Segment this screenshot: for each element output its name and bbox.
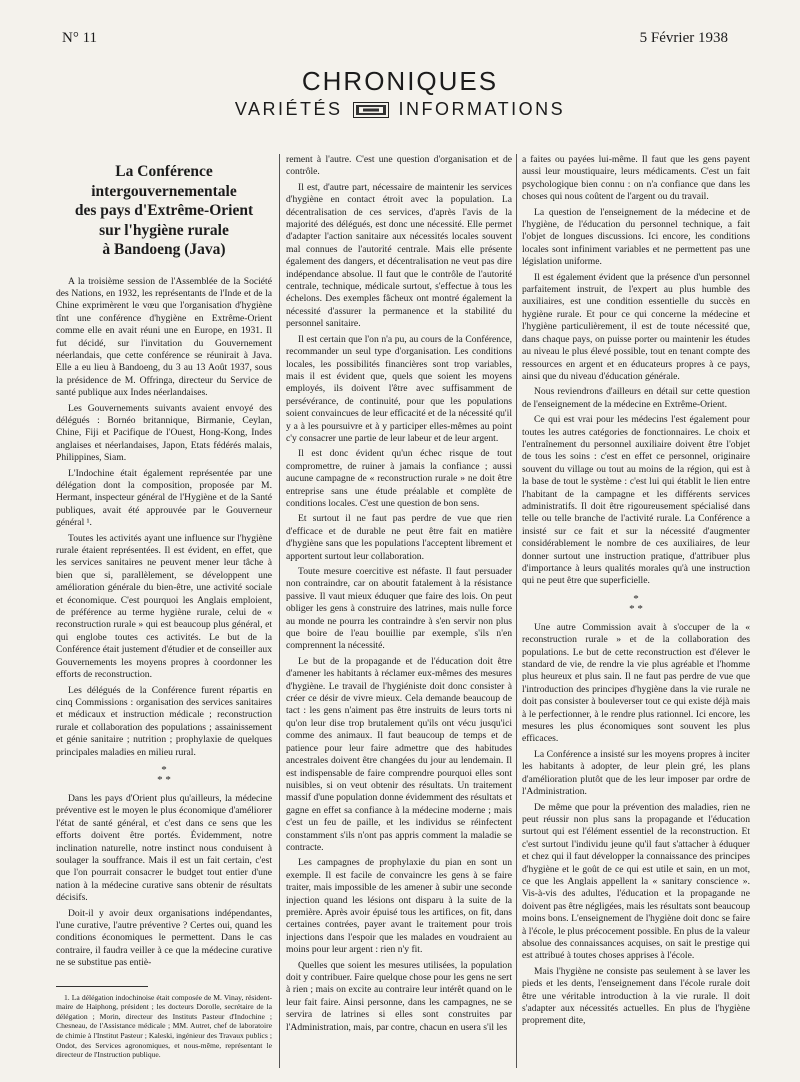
masthead-right: INFORMATIONS [398,99,566,119]
paragraph: Et surtout il ne faut pas perdre de vue que rien d'efficace et de durable ne peut être fait en matière d'hygiène sans que les populations l'acceptent librement et apportent surtout leur collaboration. [286,513,512,562]
paragraph: Il est, d'autre part, nécessaire de maintenir les services d'hygiène en contact étroit avec la population. La décentralisation de ces services, d'après l'avis de la majorité des délégués, est donc une nécessité. Elle permet d'adapter l'action sanitaire aux nécessités locales souvent mal connues de l'autorité centrale. Mais elle présente également des dangers, et décentralisation ne veut pas dire indépendance absolue. Il faut que le contrôle de l'autorité centrale, technique, médicale surtout, s'effectue à tous les échelons. Des exemples fâcheux ont montré également la nécessité d'assurer la permanence et la stabilité du personnel sanitaire. [286,181,512,330]
masthead-title: CHRONIQUES [301,66,499,96]
column-1 [56,154,272,1060]
section-separator: * * * [157,763,171,786]
paragraph: De même que pour la prévention des maladies, rien ne peut réussir non plus sans la propagande et l'éducation surtout qui est l'élément essentiel de la reconstruction. Et c'est surtout l'individu jeune qu'il faut s'attacher à éduquer et chez qui il faut développer la connaissance des principes d'hygiène et le goût de ce qui est utile et sain, en un mot, ce que les Anglais appellent la « sanitary conscience ». Vis-à-vis des adultes, l'éducation et la propagande ne doivent pas être négligées, mais les résultats sont beaucoup moins bons. L'enseignement de l'hygiène doit donc se faire à l'école, le plus précocement possible. En plus de la valeur absolue des connaissances acquises, on sait le prestige qui est attribué à toutes choses apprises à l'école. [522,801,750,962]
paragraph: Il est certain que l'on n'a pu, au cours de la Conférence, recommander un seul type d'organisation. Les conditions locales, les possibilités financières sont trop variables, mais il est évident que, quels que soient les moyens employés, ils doivent l'être avec suffisamment de persévérance, de continuité, pour que les populations soient convaincues de leur efficacité et de la nécessité qu'il y a à les poursuivre et à y participer elles-mêmes au point c'y consacrer une partie de leur labeur et de leur argent. [286,333,512,444]
paragraph: a faites ou payées lui-même. Il faut que les gens payent aussi leur moustiquaire, leurs médicaments. C'est un fait psychologique bien connu : on n'a confiance que dans les choses qui nous coûtent de l'argent ou du travail. [522,154,750,203]
paragraph: Les Gouvernements suivants avaient envoyé des délégués : Bornéo britannique, Birmanie, Ceylan, Chine, Fiji et Pacifique de l'Ouest, Hong-Kong, Indes anglaises et néerlandaises, Japon, Etats fédérés malais, Philippines, Siam. [56,402,272,464]
article-title-line: sur l'hygiène rurale [99,221,229,239]
paragraph: Il est donc évident qu'un échec risque de tout compromettre, de ruiner à jamais la confiance ; aussi aucune campagne de « reconstruction rurale » ne doit être entreprise sans une étude préalable et complète de conditions locales. C'est une question de bon sens. [286,448,512,509]
paragraph: La Conférence a insisté sur les moyens propres à inciter les habitants à adopter, de leur plein gré, les plans d'amélioration plutôt que de les leur imposer par ordre de l'Administration. [522,748,750,798]
paragraph: L'Indochine était également représentée par une délégation dont la composition, proposée par M. Hermant, inspecteur général de l'Hygiène et de la Santé publiques, avait été approuvée par le Gouverneur général ¹. [56,467,272,529]
column-3 [522,154,750,1031]
paragraph: Toutes les activités ayant une influence sur l'hygiène rurale étaient représentées. Il est évident, en effet, que les services sanitaires ne peuvent mener leur tâche à bien que si, parallèlement, se développent une amélioration générale du bien-être, une activité sociale et économique. C'est pourquoi les Anglais emploient, de préférence au terme hygiène rurale, celui de « reconstruction rurale » qui est beaucoup plus général, et qui englobe toutes ces activités. Le but de la Conférence était justement d'étudier et de conseiller aux Gouvernements les moyens propres à coordonner les efforts de reconstruction. [56,532,272,681]
article-title-line: à Bandoeng (Java) [102,241,226,258]
paragraph: La question de l'enseignement de la médecine et de l'hygiène, de l'éducation du personnel technique, a fait l'objet de longues discussions. Ici encore, les conditions locales sont infiniment variables et ne permettent pas une législation uniforme. [522,206,750,268]
paragraph: Il est également évident que la présence d'un personnel parfaitement instruit, de l'expert au plus humble des auxiliaires, est une condition essentielle du succès en hygiène rurale. Et pour ce qui concerne la médecine et l'hygiène particulièrement, il est de toute nécessité que, dans chaque pays, on puisse porter ou maintenir les études au niveau le plus élevé possible, tout en tenant compte des ressources en argent et en éducateurs propres à ce pays, ainsi que du niveau d'éducation générale. [522,271,750,382]
article-title [56,162,272,260]
paragraph: Ce qui est vrai pour les médecins l'est également pour toutes les autres catégories de fonctionnaires. Le choix et l'entraînement du personnel auxiliaire doivent être l'objet de tous les soins : c'est en effet ce personnel, originaire souvent du village ou tout au moins de la région, qui est à la base de tout le système : c'est lui qui établit le lien entre l'habitant de la campagne et les différents services administratifs. Il doit être rigoureusement spécialisé dans telle ou telle branche de l'activité rurale. La Conférence a insisté sur ce fait et sur la nécessité d'augmenter considérablement le nombre de ces auxiliaires, de leur donner surtout une instruction pratique, d'attribuer plus d'importance à leurs qualités morales qu'à une instruction qui ne peut être que superficielle. [522,414,750,587]
issue-number: N° 11 [62,30,98,46]
column-divider [516,154,517,1068]
paragraph: Nous reviendrons d'ailleurs en détail sur cette question de l'enseignement de la médecine en Extrême-Orient. [522,386,750,410]
paragraph: Mais l'hygiène ne consiste pas seulement à se laver les pieds et les dents, l'enseignement dans l'école rurale doit être une véritable introduction à la vie rurale. Il doit s'adapter aux nécessités actuelles. En plus de l'hygiène proprement dite, [522,965,750,1027]
paragraph: rement à l'autre. C'est une question d'organisation et de contrôle. [286,154,512,178]
article-title-line: La Conférence [115,163,213,180]
page-header [62,30,728,50]
paragraph: Une autre Commission avait à s'occuper de la « reconstruction rurale » et de la collaboration des populations. Le but de cette reconstruction est d'élever le standard de vie, de rendre la vie plus agréable et l'homme plus heureux et plus sain. Il ne faut pas perdre de vue que l'introduction des principes d'hygiène dans la vie rurale ne doit pas consister à bouleverser tout ce qui existe déjà mais à le perfectionner, à le rendre plus rationnel. Ici encore, les mesures les plus économiques sont souvent les plus efficaces. [522,621,750,745]
column-2 [286,154,512,1037]
masthead-subtitle [0,99,800,120]
paragraph: Toute mesure coercitive est néfaste. Il faut persuader non contraindre, car on aboutit fatalement à la résistance passive. Il vaut mieux éduquer que faire des lois. On peut obliger les gens à construire des latrines, mais nulle force au monde ne pourra les contraindre à s'en servir non plus que boire de l'eau bouillie par exemple, s'ils n'en comprennent la nécessité. [286,566,512,652]
paragraph: Les campagnes de prophylaxie du pian en sont un exemple. Il est facile de convaincre les gens à se faire traiter, mais impossible de les amener à subir une seconde injection quand les lésions ont disparu à la suite de la première. Après avoir épuisé tous les artifices, on fit, dans certaines contrées, payer avant le traitement pour trois injections dans l'espoir que les malades en voudraient au moins pour leur argent : rien n'y fit. [286,857,512,956]
issue-date: 5 Février 1938 [639,30,728,46]
column-divider [279,154,280,1068]
footnote-divider [56,986,148,987]
article-title-line: intergouvernementale [91,182,237,200]
section-separator: * * * [629,592,643,615]
article-title-line: des pays d'Extrême-Orient [74,202,254,219]
paragraph: A la troisième session de l'Assemblée de la Société des Nations, en 1932, les représentants de l'Inde et de la Chine exprimèrent le vœu que l'organisation d'hygiène tînt une conférence d'hygiène en Extrême-Orient comme elle en avait réuni une en Europe, en 1931. Il fut décidé, sur l'invitation du Gouvernement néerlandais, que cette conférence se réunirait à Java. Elle a eu lieu à Bandoeng, du 3 au 13 Août 1937, sous la présidence de M. Offringa, directeur du Service de santé publique aux Indes néerlandaises. [56,275,272,399]
footnote: 1. La délégation indochinoise était composée de M. Vinay, résident-maire de Haiphong, président ; les docteurs Dorolle, secrétaire de la délégation ; Morin, directeur des Instituts Pasteur d'Indochine ; Chesneau, de l'Assistance médicale ; MM. Autret, chef de laboratoire de chimie à l'Institut Pasteur ; Kaleski, ingénieur des Travaux publics ; Ondot, des Services agronomiques, et nous-même, représentant le directeur de l'Instruction publique. [56,992,272,1060]
masthead [0,66,800,120]
paragraph: Les délégués de la Conférence furent répartis en cinq Commissions : organisation des services sanitaires et médicaux et instruction médicale ; reconstruction rurale et collaboration des populations ; assainissement et génie sanitaire ; nutrition ; prophylaxie de quelques principales maladies en milieu rural. [56,684,272,758]
paragraph: Dans les pays d'Orient plus qu'ailleurs, la médecine préventive est le moyen le plus économique d'améliorer l'état de santé général, et c'est dans ce sens que les efforts doivent être portés. Évidemment, notre inclination naturelle, notre instinct nous conduisent à soulager la souffrance. Mais il est un fait certain, c'est que l'on pourrait consacrer le budget tout entier d'une nation à la médecine curative sans obtenir de résultats décisifs. [56,792,272,904]
emblem-icon [353,102,389,118]
paragraph: Le but de la propagande et de l'éducation doit être d'amener les habitants à réclamer eux-mêmes des mesures d'hygiène. Le travail de l'hygiéniste doit donc consister à créer ce désir de vivre mieux. Cela demande beaucoup de tact : les gens n'aiment pas être instruits de leurs torts ni qu'on leur dise trop brutalement qu'ils ont vécu jusqu'ici comme des animaux. Il faut beaucoup de temps et de patience pour leur faire admettre que des habitudes ancestrales doivent être changées du jour au lendemain. Il est indispensable de faire comprendre pourquoi elles sont nuisibles, si on veut obtenir des résultats. Un traitement massif d'une population donne évidemment des résultats et gagne en effet sa confiance à la médecine moderne ; mais c'est un feu de paille, et les individus se réinfectent constamment s'ils n'ont pas appris comment la maladie se contracte. [286,655,512,853]
masthead-left: VARIÉTÉS [234,99,343,119]
paragraph: Quelles que soient les mesures utilisées, la population doit y contribuer. Faire quelque chose pour les gens ne sert à rien ; mais on excite au contraire leur intérêt quand on le leur fait faire. Ainsi personne, dans les campagnes, ne se servira de latrines si elles sont construites par l'Administration, mais, par contre, chacun en usera s'il les [286,959,512,1033]
paragraph: Doit-il y avoir deux organisations indépendantes, l'une curative, l'autre préventive ? Certes oui, quand les conditions économiques le permettent. Dans le cas contraire, il faudra veiller à ce que la médecine curative ne se substitue pas entiè- [56,907,272,969]
